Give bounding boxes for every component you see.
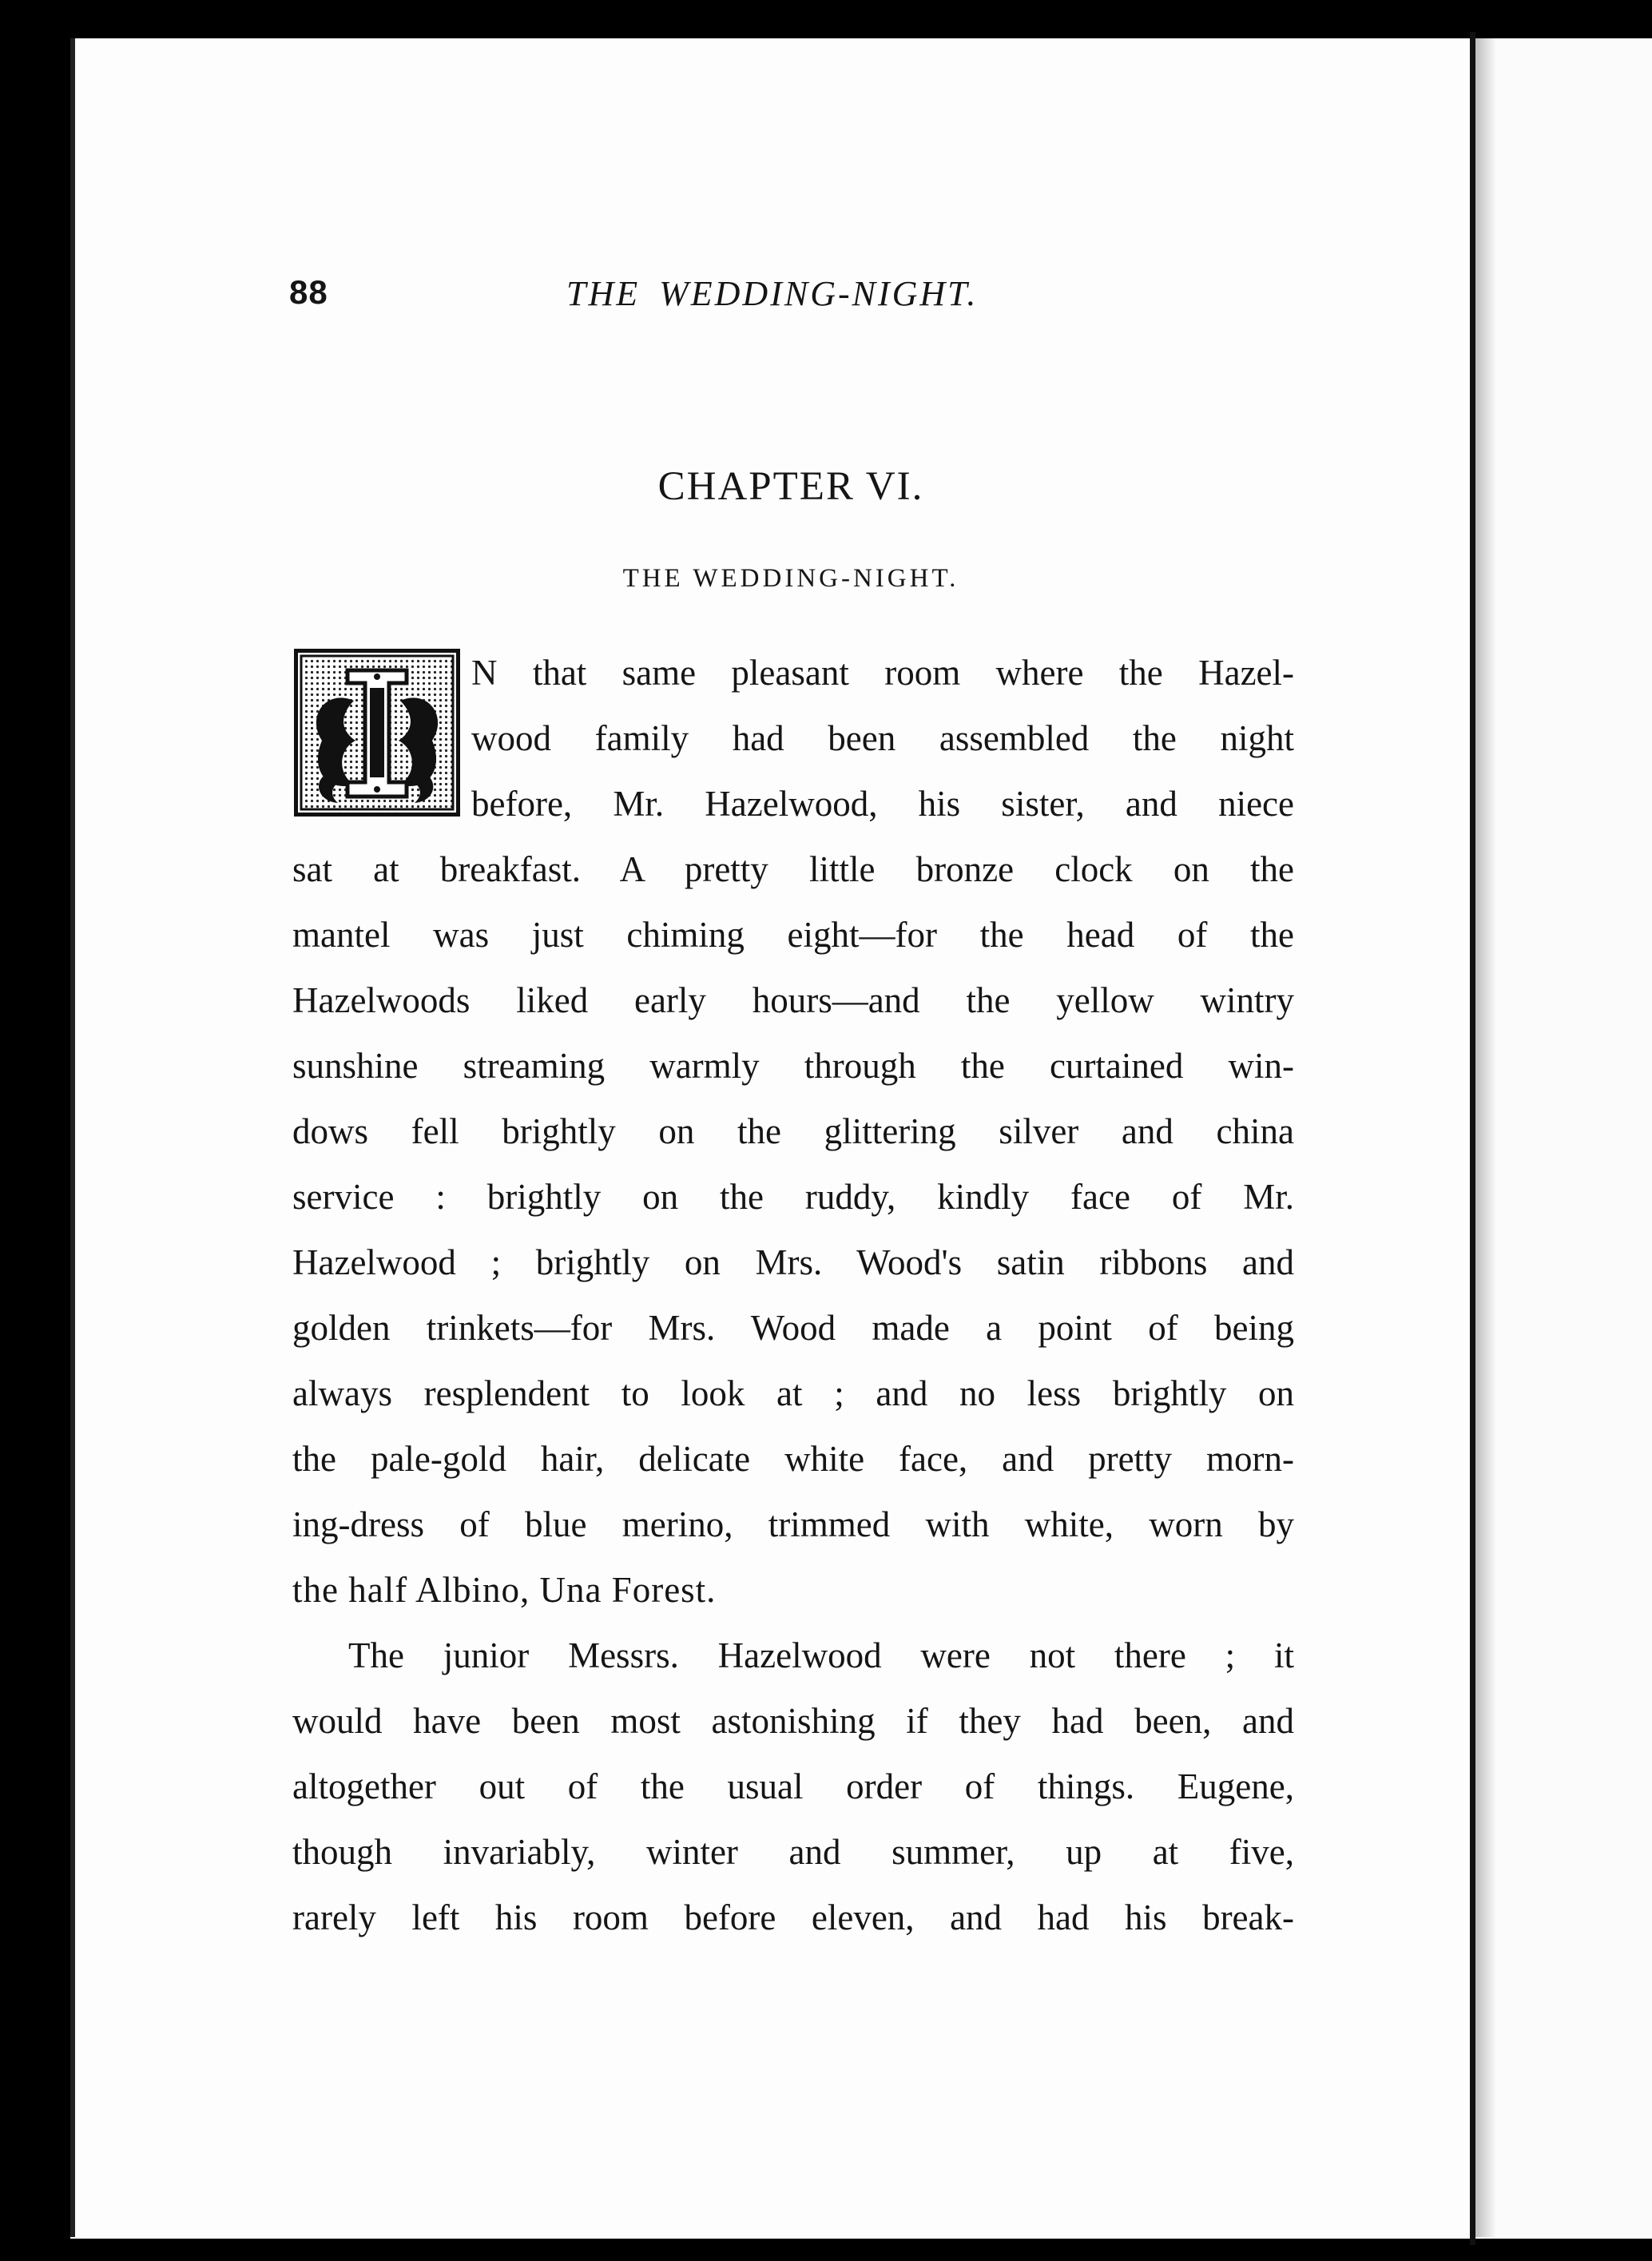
text-line: Hazelwoods liked early hours—and the yellow wintry — [292, 980, 1294, 1020]
running-title: THE WEDDING-NIGHT. — [566, 274, 979, 313]
facing-page-sliver — [1475, 38, 1652, 2237]
text-line: though invariably, winter and summer, up at five, — [292, 1832, 1294, 1872]
ornamental-drop-cap — [294, 649, 460, 817]
gutter-shadow — [1475, 38, 1496, 2237]
text-line: dows fell brightly on the glittering silver and china — [292, 1111, 1294, 1151]
text-line: rarely left his room before eleven, and had his break- — [292, 1897, 1294, 1937]
text-line: The junior Messrs. Hazelwood were not there ; it — [348, 1635, 1294, 1675]
chapter-title: CHAPTER VI. — [657, 464, 924, 509]
text-line: always resplendent to look at ; and no less brightly on — [292, 1373, 1294, 1413]
text-line: would have been most astonishing if they had been, and — [292, 1701, 1294, 1741]
chapter-subtitle: THE WEDDING-NIGHT. — [622, 564, 959, 593]
page-number: 88 — [289, 273, 328, 311]
text-line: golden trinkets—for Mrs. Wood made a point of being — [292, 1308, 1294, 1348]
page-gutter-edge — [1470, 32, 1475, 2245]
text-line: the pale-gold hair, delicate white face, and pretty morn- — [292, 1439, 1294, 1479]
scan-border-bottom — [0, 2239, 1652, 2261]
text-line: wood family had been assembled the night — [471, 718, 1294, 758]
text-line: Hazelwood ; brightly on Mrs. Wood's satin ribbons and — [292, 1242, 1294, 1282]
drop-cap-ornament-icon — [298, 653, 456, 813]
scan-border-left — [0, 0, 70, 2261]
text-line: N that same pleasant room where the Hazel- — [471, 653, 1294, 693]
text-line: mantel was just chiming eight—for the head of the — [292, 915, 1294, 955]
text-line: sunshine streaming warmly through the curtained win- — [292, 1046, 1294, 1086]
text-line: altogether out of the usual order of things. Eugene, — [292, 1766, 1294, 1806]
text-line: service : brightly on the ruddy, kindly face of Mr. — [292, 1177, 1294, 1217]
text-line: the half Albino, Una Forest. — [292, 1570, 717, 1610]
text-line: ing-dress of blue merino, trimmed with white, worn by — [292, 1504, 1294, 1544]
text-line: before, Mr. Hazelwood, his sister, and niece — [471, 784, 1294, 824]
running-head — [289, 273, 1293, 321]
text-line: sat at breakfast. A pretty little bronze clock on the — [292, 849, 1294, 889]
scan-border-top — [0, 0, 1652, 42]
